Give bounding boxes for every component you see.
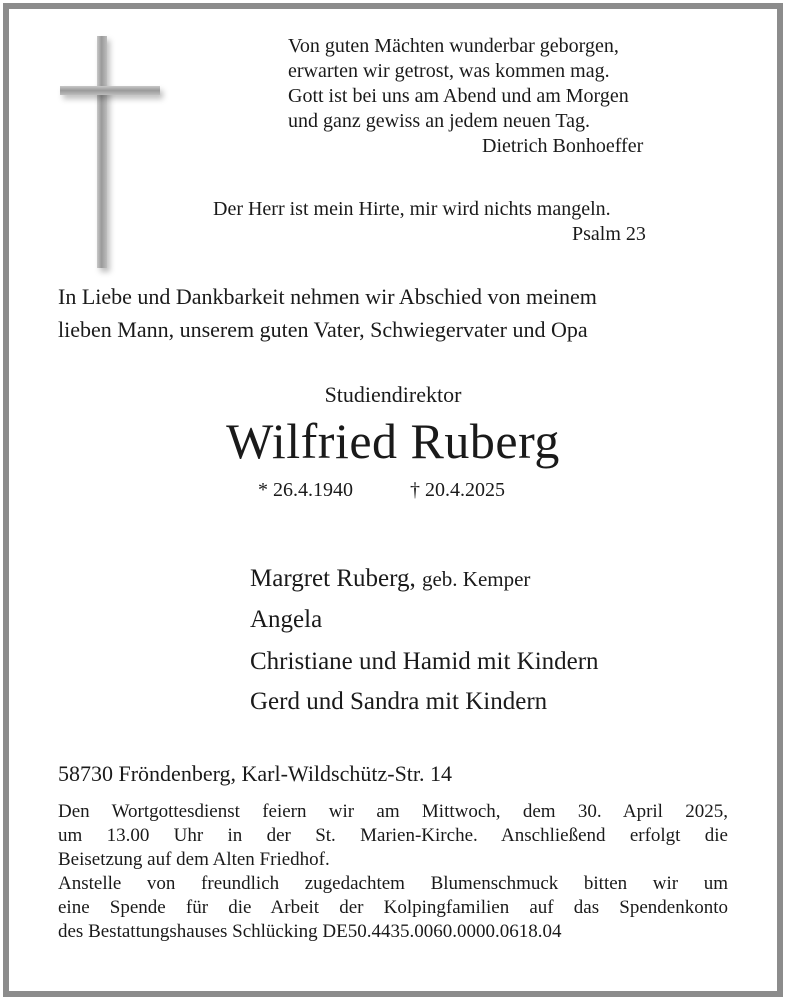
family-member-1 bbox=[250, 562, 530, 596]
poem-line-2: erwarten wir getrost, was kommen mag. bbox=[288, 60, 610, 82]
poem-line-3: Gott ist bei uns am Abend und am Morgen bbox=[288, 85, 629, 107]
intro-line-1: In Liebe und Dankbarkeit nehmen wir Abschied von meinem bbox=[58, 284, 597, 309]
deceased-name: Wilfried Ruberg bbox=[226, 413, 560, 469]
notice-line-5: eine Spende für die Arbeit der Kolpingfamilien auf das Spendenkonto bbox=[58, 897, 728, 918]
poem-author: Dietrich Bonhoeffer bbox=[482, 135, 644, 157]
psalm-line: Der Herr ist mein Hirte, mir wird nichts mangeln. bbox=[213, 198, 611, 220]
service-notice bbox=[58, 800, 728, 944]
family-member-2: Angela bbox=[250, 606, 323, 633]
address: 58730 Fröndenberg, Karl-Wildschütz-Str. 14 bbox=[58, 761, 453, 786]
psalm-source: Psalm 23 bbox=[572, 223, 646, 245]
family-member-1-maiden-name: geb. Kemper bbox=[421, 567, 531, 591]
deceased-title: Studiendirektor bbox=[324, 382, 462, 407]
death-date: † 20.4.2025 bbox=[410, 479, 505, 501]
intro-line-2: lieben Mann, unserem guten Vater, Schwiegervater und Opa bbox=[58, 317, 588, 342]
cross-icon bbox=[56, 30, 166, 275]
notice-line-3: Beisetzung auf dem Alten Friedhof. bbox=[58, 849, 330, 870]
family-member-1-name: Margret Ruberg, bbox=[250, 565, 416, 592]
family-member-3: Christiane und Hamid mit Kindern bbox=[250, 648, 599, 675]
birth-date: * 26.4.1940 bbox=[258, 479, 353, 501]
notice-line-4: Anstelle von freundlich zugedachtem Blumenschmuck bitten wir um bbox=[58, 873, 728, 894]
poem-line-4: und ganz gewiss an jedem neuen Tag. bbox=[288, 110, 591, 132]
notice-line-6: des Bestattungshauses Schlücking DE50.4435.0060.0000.0618.04 bbox=[58, 921, 562, 942]
notice-line-2: um 13.00 Uhr in der St. Marien-Kirche. Anschließend erfolgt die bbox=[58, 825, 728, 846]
poem-line-1: Von guten Mächten wunderbar geborgen, bbox=[288, 35, 619, 57]
family-member-4: Gerd und Sandra mit Kindern bbox=[250, 688, 548, 715]
notice-line-1: Den Wortgottesdienst feiern wir am Mittwoch, dem 30. April 2025, bbox=[58, 801, 728, 822]
